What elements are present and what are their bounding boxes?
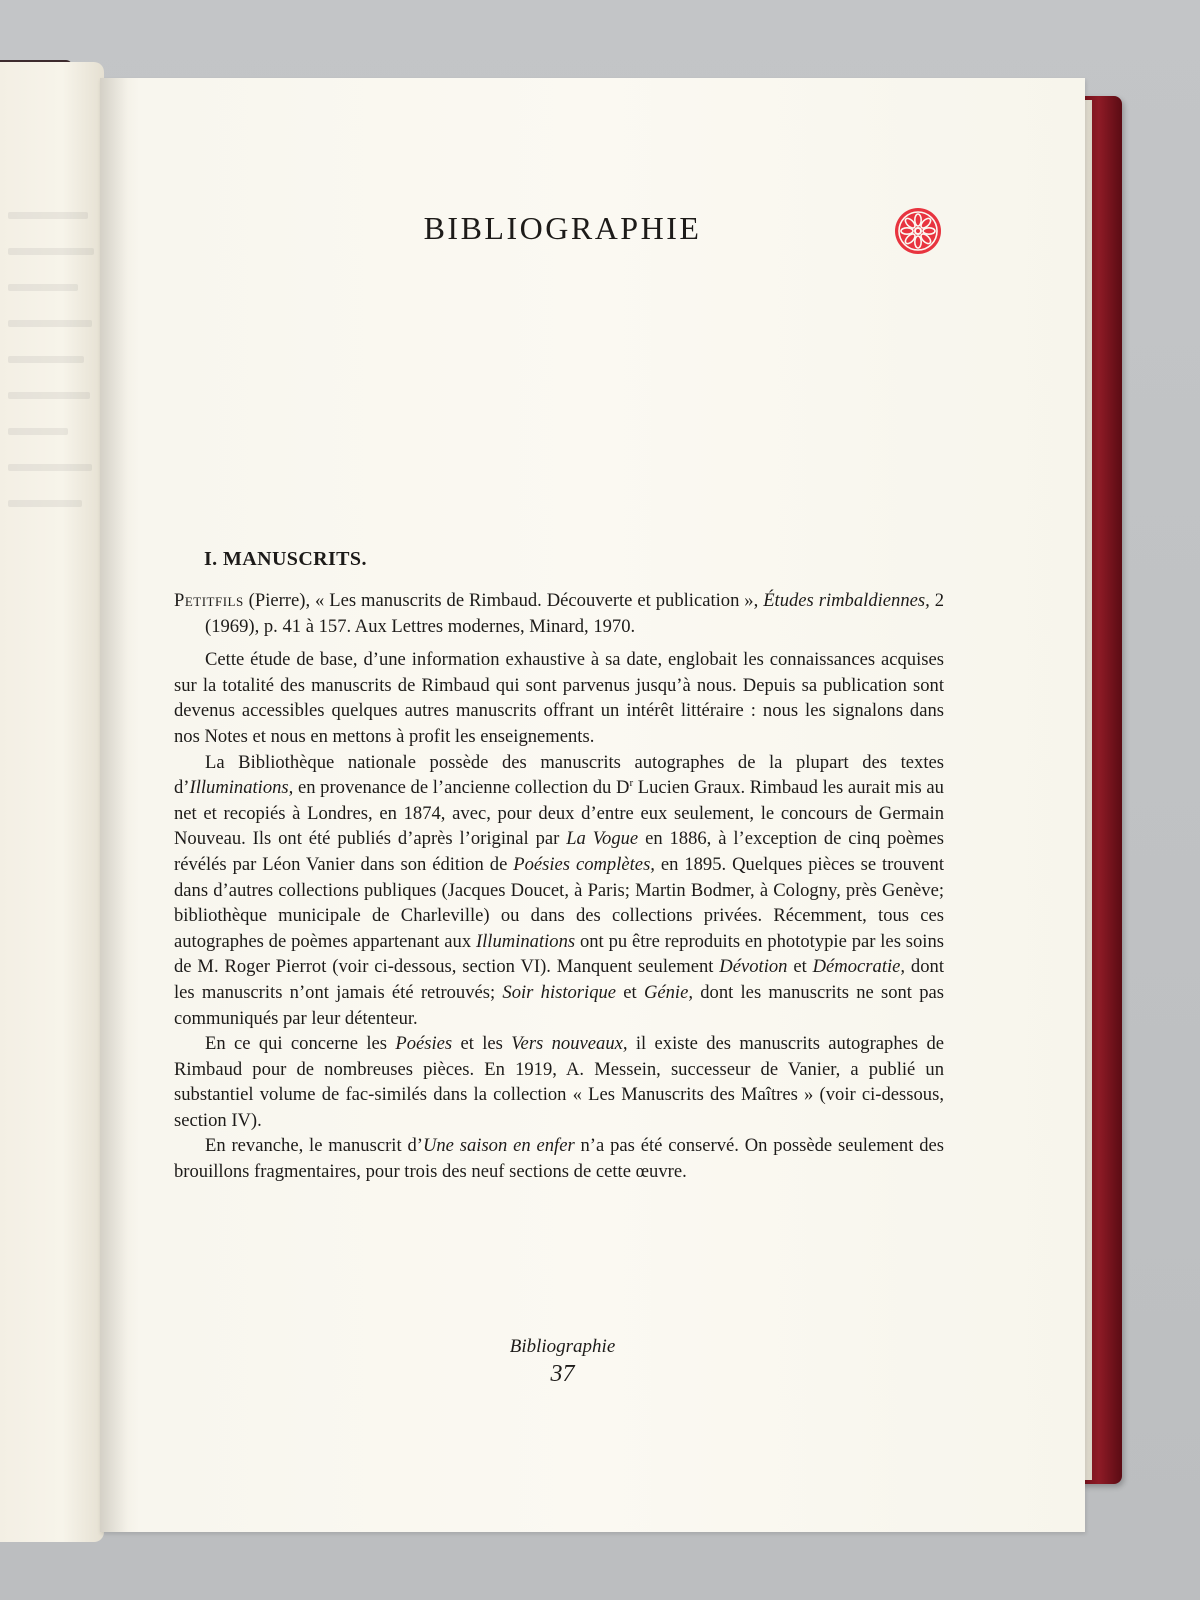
running-footer: Bibliographie [509, 1336, 616, 1357]
italic-title: Illuminations [475, 930, 576, 952]
bleed-through-line [8, 212, 88, 219]
text-run: n’a pas été conservé. On possède seulement des brouillons fragmentaires, pour trois des neuf sections de cette œuvre. [174, 1135, 944, 1183]
citation-entry [174, 588, 944, 639]
page-number: 37 [550, 1361, 575, 1387]
citation-journal: Études rimbaldiennes, [763, 590, 930, 611]
bleed-through-line [8, 356, 84, 363]
body-text [174, 588, 944, 1185]
italic-title: Vers nouveaux, [511, 1033, 628, 1055]
italic-title: Poésies complètes, [513, 853, 655, 875]
bleed-through-line [8, 284, 78, 291]
italic-title: Démocratie, [812, 956, 906, 978]
italic-title: Soir historique [502, 981, 617, 1003]
bleed-through-line [8, 428, 68, 435]
paragraph-2 [174, 750, 944, 1032]
text-run: il existe des manuscrits autographes de Rimbaud pour de nombreuses pièces. En 1919, A. Messein, successeur de Vanier, a publié un substantiel volume de fac-similés dans la collection « Les Manuscrits des Maîtres » (voir ci-dessous, section IV). [174, 1033, 944, 1131]
text-run: ont pu être reproduits en phototypie par les soins de M. Roger Pierrot (voir ci-dessous, section VI). Manquent seulement [174, 930, 944, 978]
text-run: et [787, 956, 813, 978]
text-run: En ce qui concerne les [205, 1033, 396, 1055]
paragraph-4 [174, 1133, 944, 1184]
rosette-ornament-icon [893, 206, 943, 256]
gutter-shadow [100, 78, 128, 1532]
italic-title: Une saison en enfer [422, 1135, 575, 1157]
citation-rest: 2 (1969), p. 41 à 157. Aux Lettres modernes, Minard, 1970. [205, 590, 944, 637]
italic-title: La Vogue [566, 828, 639, 850]
citation-author-rest: (Pierre), « Les manuscrits de Rimbaud. Découverte et publication », [243, 590, 764, 611]
text-run: en 1895. Quelques pièces se trouvent dans d’autres collections publiques (Jacques Doucet, à Paris; Martin Bodmer, à Cologny, près Genève; bibliothèque municipale de Charleville) ou dans des collections privées. Récemment, tous ces autographes de poèmes appartenant aux [174, 853, 944, 952]
section-heading: I. MANUSCRITS. [204, 548, 367, 570]
italic-title: Illuminations, [189, 777, 294, 799]
bleed-through-line [8, 320, 92, 327]
text-run: dont les manuscrits n’ont jamais été retrouvés; [174, 956, 944, 1003]
text-run: Lucien Graux. Rimbaud les aurait mis au net et recopiés à Londres, en 1874, avec, pour deux d’entre eux seulement, le concours de Germain Nouveau. Ils ont été publiés d’après l’original par [174, 777, 944, 850]
text-run: dont les manuscrits ne sont pas communiqués par leur détenteur. [174, 981, 944, 1029]
bleed-through-line [8, 500, 82, 507]
bleed-through-line [8, 392, 90, 399]
italic-title: Génie, [643, 981, 693, 1003]
text-run: et [616, 981, 644, 1003]
facing-page-left [0, 62, 104, 1542]
text-run: En revanche, le manuscrit d’ [205, 1135, 423, 1157]
bleed-through-line [8, 248, 94, 255]
italic-title: Poésies [395, 1033, 453, 1055]
text-run: en 1886, à l’exception de cinq poèmes révélés par Léon Vanier dans son édition de [174, 828, 944, 875]
paragraph-3 [174, 1031, 944, 1133]
text-run: en provenance de l’ancienne collection du D [293, 777, 630, 799]
citation-author: Petitfils [174, 590, 244, 611]
paragraph-1: Cette étude de base, d’une information exhaustive à sa date, englobait les connaissances acquises sur la totalité des manuscrits de Rimbaud qui sont parvenus jusqu’à nous. Depuis sa publication sont devenus accessibles quelques autres manuscrits offrant un intérêt littéraire : nous les signalons dans nos Notes et nous en mettons à profit les enseignements. [174, 649, 944, 747]
page-title: BIBLIOGRAPHIE [423, 210, 702, 246]
text-run: La Bibliothèque nationale possède des manuscrits autographes de la plupart des textes d’ [174, 751, 944, 799]
italic-title: Dévotion [719, 956, 788, 978]
bleed-through-line [8, 464, 92, 471]
superscript: r [629, 776, 634, 789]
text-run: et les [452, 1033, 512, 1055]
book-page [100, 78, 1085, 1532]
